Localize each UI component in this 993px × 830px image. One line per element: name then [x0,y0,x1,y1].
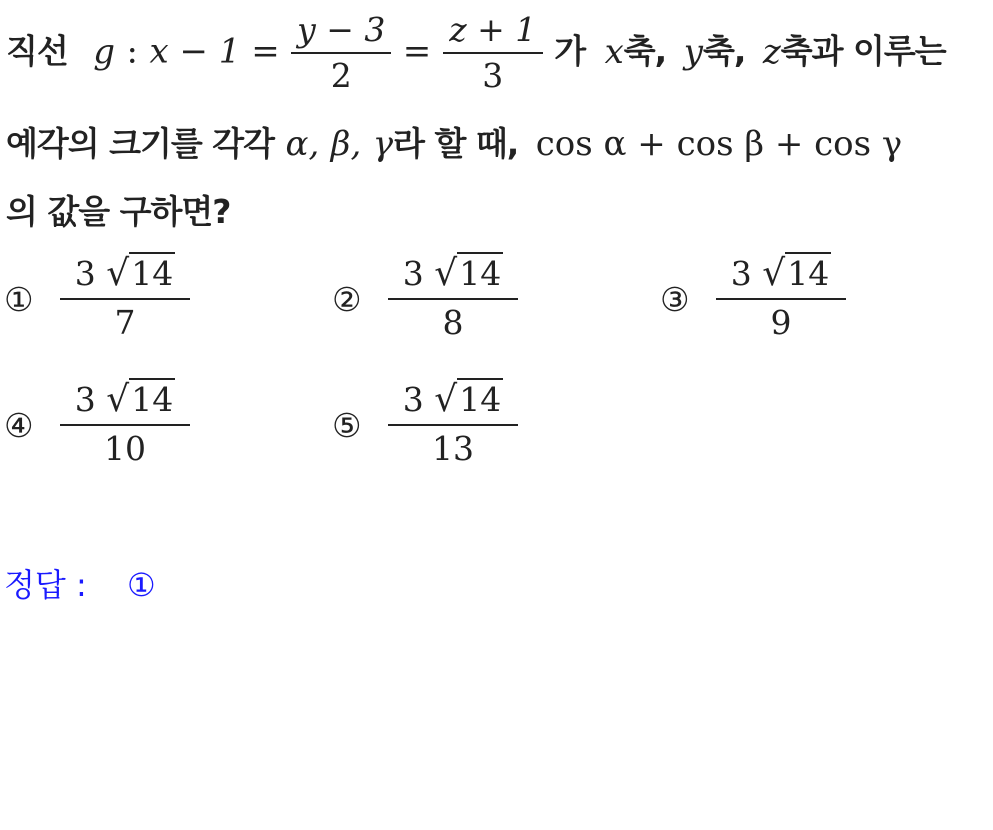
coefficient: 3 [730,254,752,293]
radicand: 14 [459,254,502,293]
choice-denominator: 13 [432,429,474,468]
fraction-z-denominator: 3 [482,56,504,95]
choice-mark: ③ [660,280,690,319]
choice-mark: ① [4,280,34,319]
fraction-y-denominator: 2 [330,56,352,95]
coefficient: 3 [402,254,424,293]
choice-mark: ④ [4,406,34,445]
choice-numerator [60,250,190,298]
fraction-y-numerator: y − 3 [297,10,386,49]
question-text-3: 의 값을 구하면? [6,192,231,231]
alpha-symbol: α, [285,124,320,164]
var-x: x [604,31,624,72]
radicand: 14 [787,254,830,293]
question-line-2 [6,118,902,165]
choice-numerator [388,250,518,298]
choice-numerator [60,376,190,424]
choice-fraction [60,250,190,346]
choice-fraction [60,376,190,472]
coefficient: 3 [74,254,96,293]
answer-line [4,560,156,606]
fraction-z [443,8,543,98]
sqrt-sign: √ [434,253,458,294]
question-text-2a: 예각의 크기를 각각 [6,124,275,163]
choice-denominator: 7 [114,303,136,342]
var-y: y [683,31,703,72]
choice-denominator: 8 [442,303,464,342]
choice-mark: ② [332,280,362,319]
cos-expression: cos α + cos β + cos γ [535,124,903,164]
axis-x: 축, [623,31,667,71]
fraction-y [291,8,391,98]
sqrt-sign: √ [762,253,786,294]
choice-fraction [716,250,846,346]
choice-denominator: 10 [104,429,146,468]
gamma-symbol: γ [372,124,394,164]
question-line-3 [6,186,230,233]
particle-ga: 가 [554,31,586,71]
radicand: 14 [131,380,174,419]
equation-left: x − 1 = [149,31,280,72]
answer-label: 정답 : [4,566,87,604]
question-line-1 [6,8,946,98]
equation-mid: = [402,31,432,72]
axis-y: 축, [702,31,746,71]
choice-mark: ⑤ [332,406,362,445]
coefficient: 3 [402,380,424,419]
answer-value: ① [126,566,156,604]
choice-fraction [388,376,518,472]
coefficient: 3 [74,380,96,419]
radicand: 14 [131,254,174,293]
choice-numerator [388,376,518,424]
question-text-2b: 라 할 때, [393,124,519,163]
choice-denominator: 9 [770,303,792,342]
line-name: g [93,31,116,72]
question-prefix: 직선 [6,31,68,71]
sqrt-sign: √ [434,379,458,420]
beta-symbol: β, [330,124,362,164]
colon: : [126,31,138,72]
fraction-z-numerator: z + 1 [449,10,537,49]
choice-numerator [716,250,846,298]
sqrt-sign: √ [106,379,130,420]
choice-fraction [388,250,518,346]
var-z: z [762,31,781,72]
sqrt-sign: √ [106,253,130,294]
axis-z: 축과 이루는 [780,31,946,71]
radicand: 14 [459,380,502,419]
